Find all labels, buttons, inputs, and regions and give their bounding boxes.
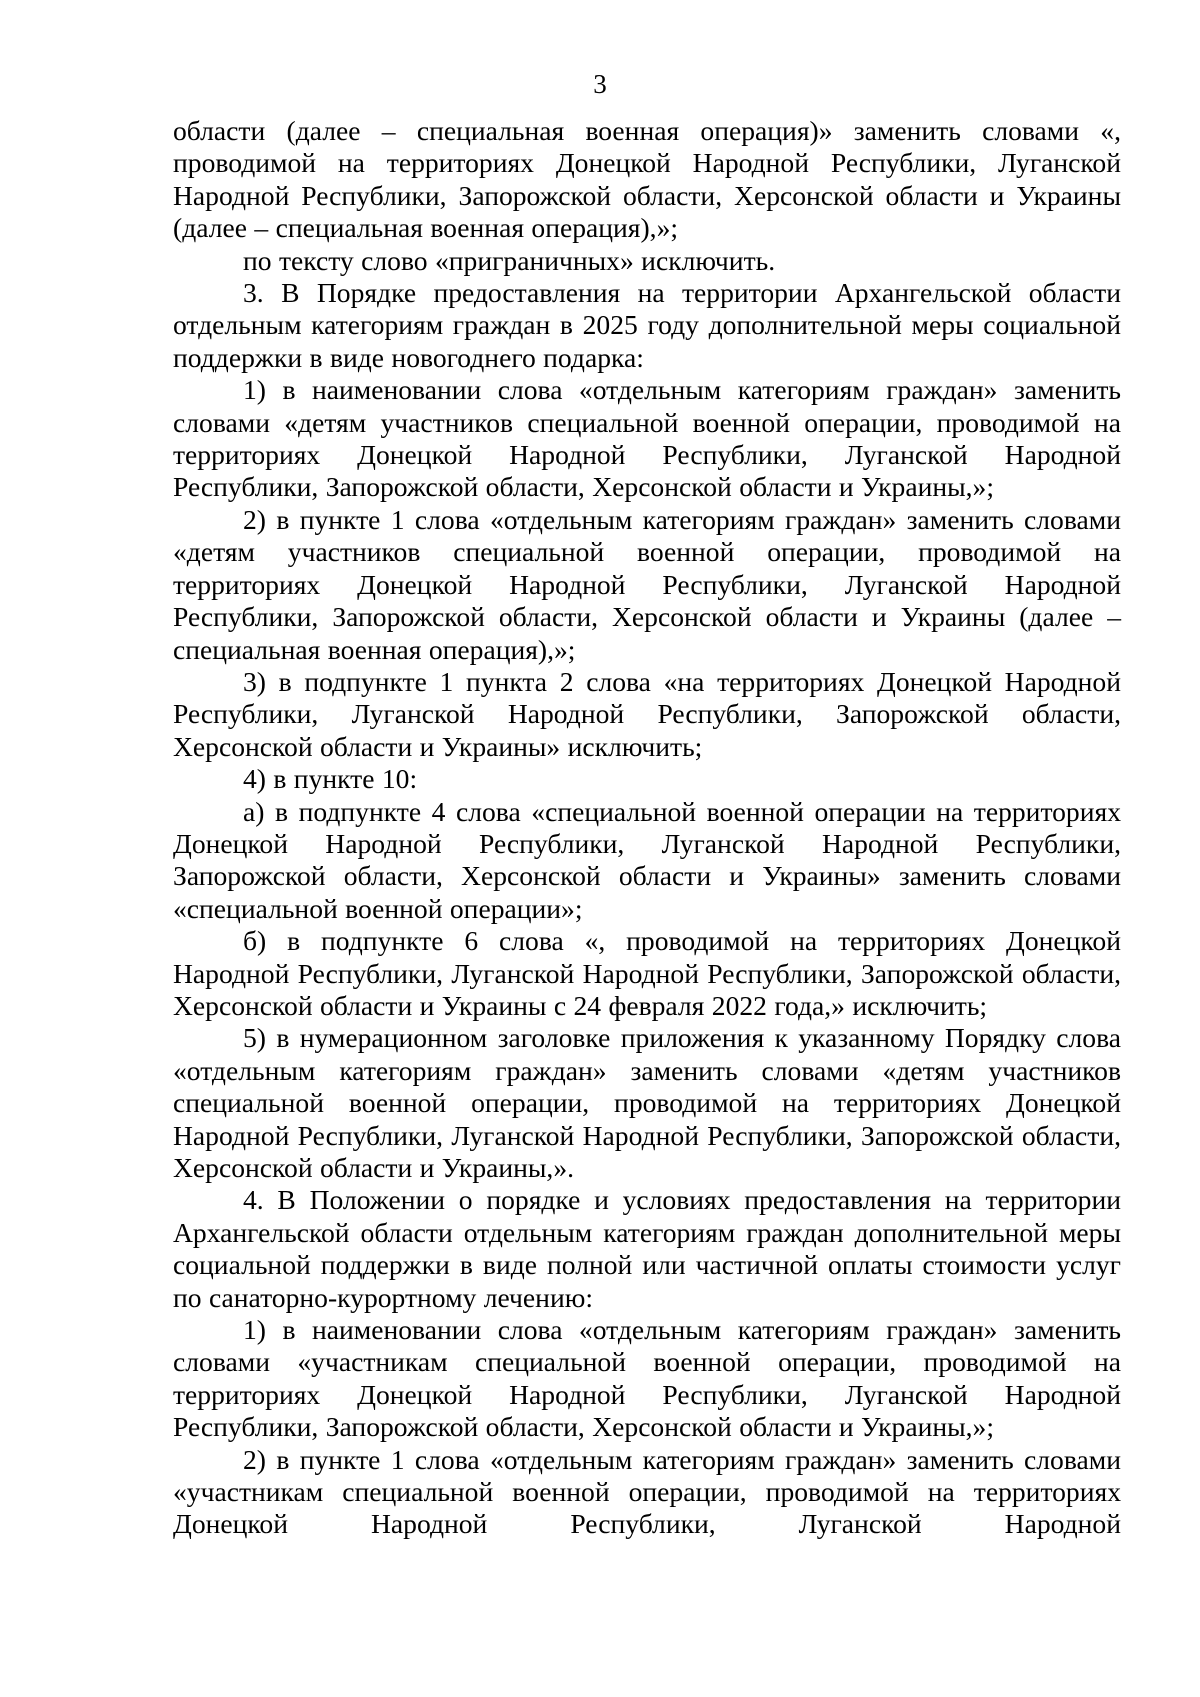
list-item: б) в подпункте 6 слова «, проводимой на территориях Донецкой Народной Республики, Луганской Народной Республики, Запорожской области, Херсонской области и Украины с 24 февраля 2022 года,» исключить;: [173, 925, 1121, 1021]
page-number: 3: [593, 69, 607, 99]
list-item: 3) в подпункте 1 пункта 2 слова «на территориях Донецкой Народной Республики, Луганской Народной Республики, Запорожской области, Херсонской области и Украины» исключить;: [173, 665, 1121, 762]
list-item: 4) в пункте 10:: [243, 763, 418, 795]
list-item: 1) в наименовании слова «отдельным категориям граждан» заменить словами «детям участников специальной военной операции, проводимой на территориях Донецкой Народной Республики, Луганской Народной Республики, Запорожской области, Херсонской области и Украины,»;: [173, 374, 1121, 503]
list-item: 2) в пункте 1 слова «отдельным категориям граждан» заменить словами «детям участников специальной военной операции, проводимой на территориях Донецкой Народной Республики, Луганской Народной Республики, Запорожской области, Херсонской области и Украины (далее – специальная военная операция),»;: [173, 503, 1121, 665]
list-item: 1) в наименовании слова «отдельным категориям граждан» заменить словами «участникам специальной военной операции, проводимой на территориях Донецкой Народной Республики, Луганской Народной Республики, Запорожской области, Херсонской области и Украины,»;: [173, 1314, 1121, 1443]
paragraph: 4. В Положении о порядке и условиях предоставления на территории Архангельской области отдельным категориям граждан дополнительной меры социальной поддержки в виде полной или частичной оплаты стоимости услуг по санаторно-курортному лечению:: [173, 1184, 1121, 1313]
list-item: 2) в пункте 1 слова «отдельным категориям граждан» заменить словами «участникам специальной военной операции, проводимой на территориях Донецкой Народной Республики, Луганской Народной: [173, 1443, 1121, 1540]
document-body: [173, 115, 1121, 1541]
list-item: а) в подпункте 4 слова «специальной военной операции на территориях Донецкой Народной Республики, Луганской Народной Республики, Запорожской области, Херсонской области и Украины» заменить словами «специальной военной операции»;: [173, 795, 1121, 924]
paragraph: 3. В Порядке предоставления на территории Архангельской области отдельным категориям граждан в 2025 году дополнительной меры социальной поддержки в виде новогоднего подарка:: [173, 277, 1121, 373]
paragraph: области (далее – специальная военная операция)» заменить словами «, проводимой на территориях Донецкой Народной Республики, Луганской Народной Республики, Запорожской области, Херсонской области и Украины (далее – специальная военная операция),»;: [173, 115, 1121, 244]
list-item: 5) в нумерационном заголовке приложения к указанному Порядку слова «отдельным категориям граждан» заменить словами «детям участников специальной военной операции, проводимой на территориях Донецкой Народной Республики, Луганской Народной Республики, Запорожской области, Херсонской области и Украины,».: [173, 1022, 1121, 1183]
paragraph: по тексту слово «приграничных» исключить.: [243, 244, 776, 276]
